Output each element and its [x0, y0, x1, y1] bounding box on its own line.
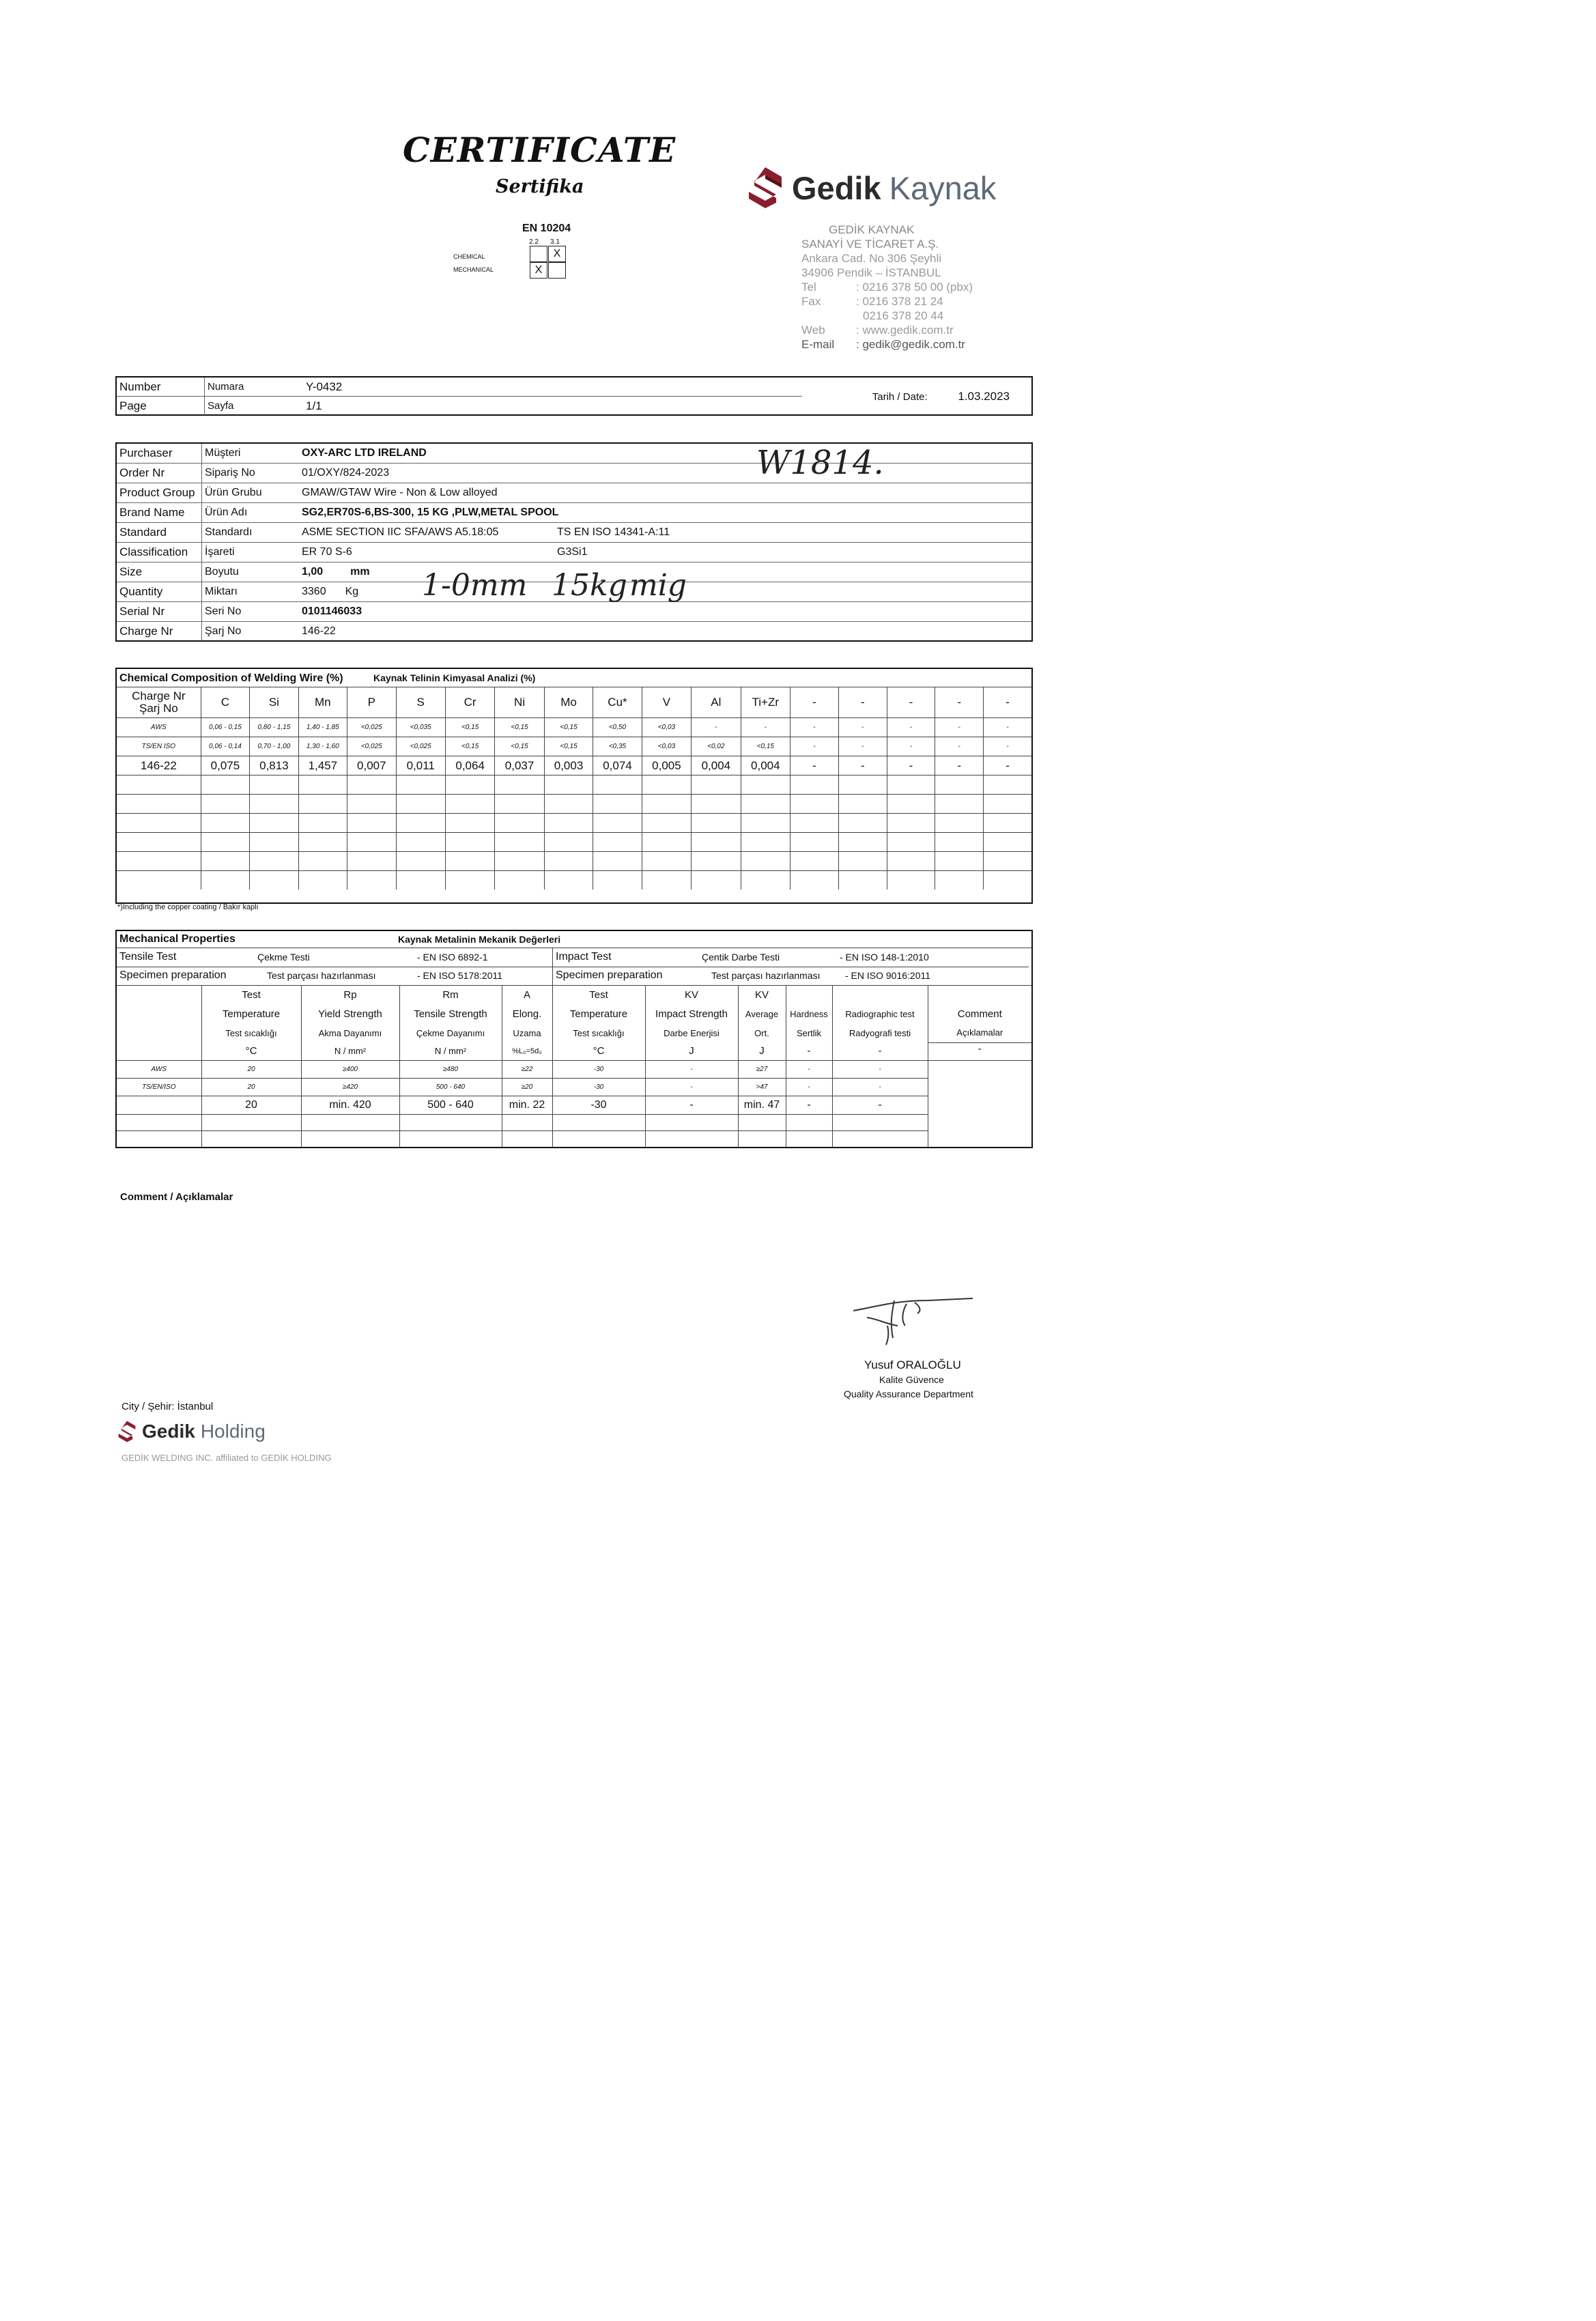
mechanical-cell: -30 [552, 1096, 645, 1114]
chemical-cell: 0,06 - 0,15 [201, 718, 249, 737]
brand-value: SG2,ER70S-6,BS-300, 15 KG ,PLW,METAL SPOOL [299, 503, 1031, 523]
chemical-cell: 0,037 [495, 756, 544, 775]
h-kv: KV [645, 986, 738, 1004]
h-temp-2-tr: Test sıcaklığı [552, 1023, 645, 1042]
h-average-unit: J [738, 1042, 786, 1060]
element-header: P [347, 687, 396, 718]
charge-nr-header [117, 687, 201, 718]
page-label: Page [117, 397, 205, 416]
impact-test-label: Impact Test [556, 951, 612, 963]
quantity-label: Quantity [117, 582, 202, 602]
gedik-holding-mark-icon [117, 1420, 137, 1443]
h-impact-unit: J [645, 1042, 738, 1060]
chemical-cell: - [838, 737, 887, 756]
mechanical-title: Mechanical Properties [119, 933, 236, 945]
chemical-cell: <0,15 [445, 737, 494, 756]
element-header: - [984, 687, 1031, 718]
page-value: 1/1 [306, 399, 322, 412]
email-value[interactable]: : gedik@gedik.com.tr [856, 338, 965, 351]
size-value: 1,00 [302, 566, 324, 578]
chemical-cell: <0,03 [642, 718, 691, 737]
chemical-cell: - [790, 756, 839, 775]
email-label: E-mail [801, 338, 835, 351]
certificate-subtitle: Sertifika [496, 176, 584, 197]
page-label-tr: Sayfa [208, 400, 234, 412]
mechanical-empty-row [117, 1130, 1031, 1147]
mechanical-cell: ≥480 [399, 1060, 502, 1078]
chemical-cell: <0,03 [642, 737, 691, 756]
chemical-cell: - [984, 737, 1031, 756]
charge-label-tr: Şarj No [205, 625, 242, 637]
chemical-cell: 1,30 - 1,60 [298, 737, 347, 756]
tensile-prep-label: Specimen preparation [119, 969, 227, 981]
chemical-table [117, 687, 1031, 889]
tensile-test-standard: - EN ISO 6892-1 [417, 952, 488, 963]
chemical-cell: 0,007 [347, 756, 396, 775]
brand-label: Brand Name [117, 503, 202, 523]
element-header: C [201, 687, 249, 718]
element-header: Al [692, 687, 741, 718]
mechanical-31-checkbox [548, 262, 566, 279]
mechanical-cell: - [645, 1060, 738, 1078]
chemical-label: CHEMICAL [453, 253, 485, 260]
purchaser-value: OXY-ARC LTD IRELAND [299, 444, 1031, 464]
mechanical-cell: ≥27 [738, 1060, 786, 1078]
h-rp: Rp [301, 986, 399, 1004]
chemical-cell: - [935, 718, 984, 737]
h-tensile-tr: Çekme Dayanımı [399, 1023, 502, 1042]
impact-test-label-tr: Çentik Darbe Testi [702, 952, 780, 963]
mechanical-row [117, 1060, 1031, 1078]
company-info [801, 223, 973, 352]
mechanical-cell: - [832, 1078, 928, 1096]
impact-test-standard: - EN ISO 148-1:2010 [840, 952, 929, 963]
h-test-1: Test [201, 986, 301, 1004]
chemical-cell: - [935, 737, 984, 756]
holding-text: Holding [200, 1421, 266, 1442]
chemical-cell: - [887, 737, 935, 756]
mech-comment-value: - [928, 1042, 1031, 1060]
signer-name: Yusuf ORALOĞLU [864, 1358, 961, 1371]
mechanical-cell: -30 [552, 1060, 645, 1078]
h-radiographic: Radiographic test [832, 1004, 928, 1023]
holding-gedik-text: Gedik [142, 1421, 195, 1442]
element-header: S [396, 687, 445, 718]
type-3-1-label: 3.1 [550, 238, 560, 246]
h-comment: Comment [928, 1004, 1031, 1023]
company-name-1: GEDİK KAYNAK [829, 223, 915, 236]
h-temp-1-tr: Test sıcaklığı [201, 1023, 301, 1042]
mechanical-cell: ≥400 [301, 1060, 399, 1078]
mechanical-row-label: AWS [117, 1060, 201, 1078]
chemical-cell: - [790, 737, 839, 756]
tensile-prep-standard: - EN ISO 5178:2011 [417, 970, 503, 981]
chemical-cell: <0,15 [495, 718, 544, 737]
certificate-title: CERTIFICATE [403, 130, 676, 170]
company-name-2: SANAYİ VE TİCARET A.Ş. [801, 238, 939, 251]
chemical-cell: - [692, 718, 741, 737]
mechanical-label: MECHANICAL [453, 266, 494, 273]
mechanical-cell: min. 22 [502, 1096, 552, 1114]
chemical-footnote: *)Including the copper coating / Bakır kaplı [117, 903, 259, 911]
h-temp-2: Temperature [552, 1004, 645, 1023]
impact-prep-label-tr: Test parçası hazırlanması [711, 970, 821, 981]
chemical-empty-row [117, 871, 1031, 890]
mechanical-cell: - [786, 1096, 832, 1114]
chemical-cell: <0,15 [544, 737, 593, 756]
size-label-tr: Boyutu [202, 563, 300, 582]
h-rm: Rm [399, 986, 502, 1004]
h-radiographic-tr: Radyografi testi [832, 1023, 928, 1042]
chemical-cell: - [838, 756, 887, 775]
h-yield-unit: N / mm² [301, 1042, 399, 1060]
type-2-2-label: 2.2 [529, 238, 539, 246]
logo-gedik-text: Gedik [792, 169, 881, 206]
h-tensile-unit: N / mm² [399, 1042, 502, 1060]
impact-prep-standard: - EN ISO 9016:2011 [845, 970, 931, 981]
date-label: Tarih / Date: [872, 390, 928, 403]
number-label: Number [117, 378, 205, 397]
mechanical-cell: - [645, 1078, 738, 1096]
quantity-unit: Kg [345, 586, 359, 597]
mechanical-row-label [117, 1096, 201, 1114]
number-value: Y-0432 [303, 378, 511, 397]
quantity-value: 3360 [302, 586, 326, 597]
element-header: Si [250, 687, 298, 718]
logo-kaynak-text: Kaynak [889, 169, 997, 206]
chemical-cell: 0,011 [396, 756, 445, 775]
serial-label-tr: Seri No [202, 602, 300, 622]
tensile-test-label: Tensile Test [119, 951, 177, 963]
standard-value-2: TS EN ISO 14341-A:11 [554, 523, 1031, 543]
h-temp-2-unit: °C [552, 1042, 645, 1060]
charge-label: Charge Nr [117, 622, 202, 642]
chemical-cell: 0,003 [544, 756, 593, 775]
mechanical-cell: - [786, 1060, 832, 1078]
chemical-empty-row [117, 852, 1031, 871]
charge-value: 146-22 [302, 625, 336, 637]
element-header: - [790, 687, 839, 718]
classification-value-2: G3Si1 [554, 543, 1031, 563]
order-label-tr: Sipariş No [202, 464, 300, 483]
web-value[interactable]: : www.gedik.com.tr [856, 324, 954, 337]
tel-label: Tel [801, 281, 816, 294]
chemical-empty-row [117, 814, 1031, 833]
charge-nr-header-en: Charge Nr [132, 689, 186, 702]
h-temp-1: Temperature [201, 1004, 301, 1023]
element-header: Mo [544, 687, 593, 718]
element-header: Mn [298, 687, 347, 718]
city-label: City / Şehir: İstanbul [122, 1401, 214, 1412]
h-impact: Impact Strength [645, 1004, 738, 1023]
handwritten-size: 1-0mm [422, 568, 528, 603]
signer-role-tr: Kalite Güvence [879, 1374, 944, 1385]
gedik-mark-icon [747, 165, 784, 210]
chemical-cell: 0,064 [445, 756, 494, 775]
product-group-label: Product Group [117, 483, 202, 503]
h-radiographic-unit: - [832, 1042, 928, 1060]
element-header: - [935, 687, 984, 718]
signature-image [846, 1283, 976, 1352]
impact-prep-label: Specimen preparation [556, 969, 663, 981]
fax-label: Fax [801, 295, 821, 308]
chemical-31-checkbox: X [548, 246, 566, 262]
mechanical-cell: - [645, 1096, 738, 1114]
classification-label-tr: İşareti [202, 543, 300, 563]
mechanical-table [117, 986, 1031, 1147]
chemical-cell: 0,70 - 1,00 [250, 737, 298, 756]
h-average-tr: Ort. [738, 1023, 786, 1042]
chemical-cell: 0,074 [593, 756, 642, 775]
h-impact-tr: Darbe Enerjisi [645, 1023, 738, 1042]
handwritten-code: W1814. [756, 444, 884, 482]
h-hardness-tr: Sertlik [786, 1023, 832, 1042]
standard-label-tr: Standardı [202, 523, 300, 543]
mechanical-cell: ≥20 [502, 1078, 552, 1096]
handwritten-process: mig [629, 568, 687, 603]
element-header: Cu* [593, 687, 642, 718]
h-yield-tr: Akma Dayanımı [301, 1023, 399, 1042]
h-elong-unit: %L₀=5d₀ [502, 1042, 552, 1060]
chemical-cell: <0,02 [692, 737, 741, 756]
mechanical-cell: - [832, 1060, 928, 1078]
chemical-row [117, 718, 1031, 737]
mechanical-row-label: TS/EN/ISO [117, 1078, 201, 1096]
chemical-cell: 1,457 [298, 756, 347, 775]
mechanical-cell: 20 [201, 1096, 301, 1114]
chemical-title-tr: Kaynak Telinin Kimyasal Analizi (%) [373, 672, 536, 683]
serial-value: 0101146033 [299, 602, 1031, 622]
handwritten-weight: 15kg [552, 568, 627, 603]
brand-label-tr: Ürün Adı [202, 503, 300, 523]
h-yield: Yield Strength [301, 1004, 399, 1023]
mechanical-cell: - [832, 1096, 928, 1114]
gedik-holding-logo [117, 1420, 266, 1443]
mechanical-cell: min. 420 [301, 1096, 399, 1114]
chemical-cell: 0,80 - 1,15 [250, 718, 298, 737]
product-group-label-tr: Ürün Grubu [202, 483, 300, 503]
purchaser-label-tr: Müşteri [202, 444, 300, 464]
chemical-composition-box [115, 668, 1033, 904]
chemical-cell: 0,004 [741, 756, 790, 775]
order-value: 01/OXY/824-2023 [299, 464, 1031, 483]
gedik-kaynak-logo [747, 165, 996, 210]
tel-value: : 0216 378 50 00 (pbx) [856, 281, 973, 294]
h-test-2: Test [552, 986, 645, 1004]
chemical-empty-row [117, 775, 1031, 795]
chemical-title: Chemical Composition of Welding Wire (%) [119, 672, 343, 684]
mechanical-cell: 20 [201, 1078, 301, 1096]
h-kv-2: KV [738, 986, 786, 1004]
mechanical-cell: ≥22 [502, 1060, 552, 1078]
chemical-cell: <0,35 [593, 737, 642, 756]
standard-value: ASME SECTION IIC SFA/AWS A5.18:05 [299, 523, 554, 543]
chemical-22-checkbox [530, 246, 547, 262]
mechanical-empty-row [117, 1114, 1031, 1130]
chemical-empty-row [117, 833, 1031, 852]
chemical-cell: 1,40 - 1,85 [298, 718, 347, 737]
mechanical-cell: min. 47 [738, 1096, 786, 1114]
en-standard-label: EN 10204 [522, 223, 571, 234]
chemical-cell: 0,005 [642, 756, 691, 775]
comment-label: Comment / Açıklamalar [120, 1191, 233, 1203]
chemical-cell: 0,813 [250, 756, 298, 775]
chemical-cell: <0,025 [396, 737, 445, 756]
element-header: V [642, 687, 691, 718]
mechanical-cell: 500 - 640 [399, 1096, 502, 1114]
fax-value-2: 0216 378 20 44 [863, 309, 944, 322]
chemical-empty-row [117, 795, 1031, 814]
chemical-cell: 0,06 - 0,14 [201, 737, 249, 756]
element-header: Cr [445, 687, 494, 718]
chemical-cell: <0,50 [593, 718, 642, 737]
chemical-cell: <0,035 [396, 718, 445, 737]
mechanical-cell: >47 [738, 1078, 786, 1096]
mechanical-cell: -30 [552, 1078, 645, 1096]
product-group-value: GMAW/GTAW Wire - Non & Low alloyed [299, 483, 1031, 503]
mechanical-properties-box [115, 930, 1033, 1148]
chemical-cell: - [984, 718, 1031, 737]
tensile-test-label-tr: Çekme Testi [257, 952, 310, 963]
chemical-cell: - [887, 756, 935, 775]
tensile-prep-label-tr: Test parçası hazırlanması [267, 970, 376, 981]
element-header: Ni [495, 687, 544, 718]
product-info-box [115, 442, 1033, 642]
mechanical-row [117, 1078, 1031, 1096]
chemical-cell: - [790, 718, 839, 737]
document-number-box [115, 376, 1033, 416]
standard-label: Standard [117, 523, 202, 543]
mechanical-cell: - [786, 1078, 832, 1096]
chemical-cell: <0,025 [347, 737, 396, 756]
company-address-1: Ankara Cad. No 306 Şeyhli [801, 252, 942, 265]
size-label: Size [117, 563, 202, 582]
chemical-cell: - [984, 756, 1031, 775]
h-hardness: Hardness [786, 1004, 832, 1023]
serial-label: Serial Nr [117, 602, 202, 622]
h-elong: Elong. [502, 1004, 552, 1023]
company-address-2: 34906 Pendik – İSTANBUL [801, 266, 941, 279]
classification-value: ER 70 S-6 [299, 543, 554, 563]
mechanical-cell: 500 - 640 [399, 1078, 502, 1096]
holding-note: GEDİK WELDING INC. affiliated to GEDİK HOLDING [122, 1453, 332, 1463]
mechanical-row [117, 1096, 1031, 1114]
fax-value-1: : 0216 378 21 24 [856, 295, 943, 308]
element-header: Ti+Zr [741, 687, 790, 718]
chemical-cell: 0,004 [692, 756, 741, 775]
chemical-cell: 0,075 [201, 756, 249, 775]
h-tensile: Tensile Strength [399, 1004, 502, 1023]
h-hardness-unit: - [786, 1042, 832, 1060]
h-a: A [502, 986, 552, 1004]
element-header: - [838, 687, 887, 718]
h-elong-tr: Uzama [502, 1023, 552, 1042]
h-average: Average [738, 1004, 786, 1023]
chemical-cell: <0,025 [347, 718, 396, 737]
date-value: 1.03.2023 [958, 389, 1010, 403]
h-comment-tr: Açıklamalar [928, 1023, 1031, 1042]
chemical-cell: - [935, 756, 984, 775]
chemical-cell: <0,15 [741, 737, 790, 756]
chemical-row [117, 756, 1031, 775]
element-header: - [887, 687, 935, 718]
chemical-cell: <0,15 [544, 718, 593, 737]
size-unit: mm [350, 566, 370, 578]
chemical-cell: - [741, 718, 790, 737]
chemical-cell: - [887, 718, 935, 737]
mechanical-title-tr: Kaynak Metalinin Mekanik Değerleri [398, 934, 561, 945]
charge-nr-header-tr: Şarj No [139, 702, 178, 715]
classification-label: Classification [117, 543, 202, 563]
chemical-row-label: AWS [117, 718, 201, 737]
quantity-label-tr: Miktarı [202, 582, 300, 602]
mechanical-cell: ≥420 [301, 1078, 399, 1096]
h-temp-1-unit: °C [201, 1042, 301, 1060]
chemical-cell: <0,15 [495, 737, 544, 756]
chemical-row-label: 146-22 [117, 756, 201, 775]
web-label: Web [801, 324, 825, 337]
signer-role: Quality Assurance Department [844, 1389, 973, 1399]
chemical-cell: - [838, 718, 887, 737]
order-label: Order Nr [117, 464, 202, 483]
chemical-row-label: TS/EN ISO [117, 737, 201, 756]
purchaser-label: Purchaser [117, 444, 202, 464]
number-label-tr: Numara [205, 378, 304, 397]
mechanical-cell: 20 [201, 1060, 301, 1078]
chemical-cell: <0,15 [445, 718, 494, 737]
mechanical-22-checkbox: X [530, 262, 547, 279]
chemical-row [117, 737, 1031, 756]
